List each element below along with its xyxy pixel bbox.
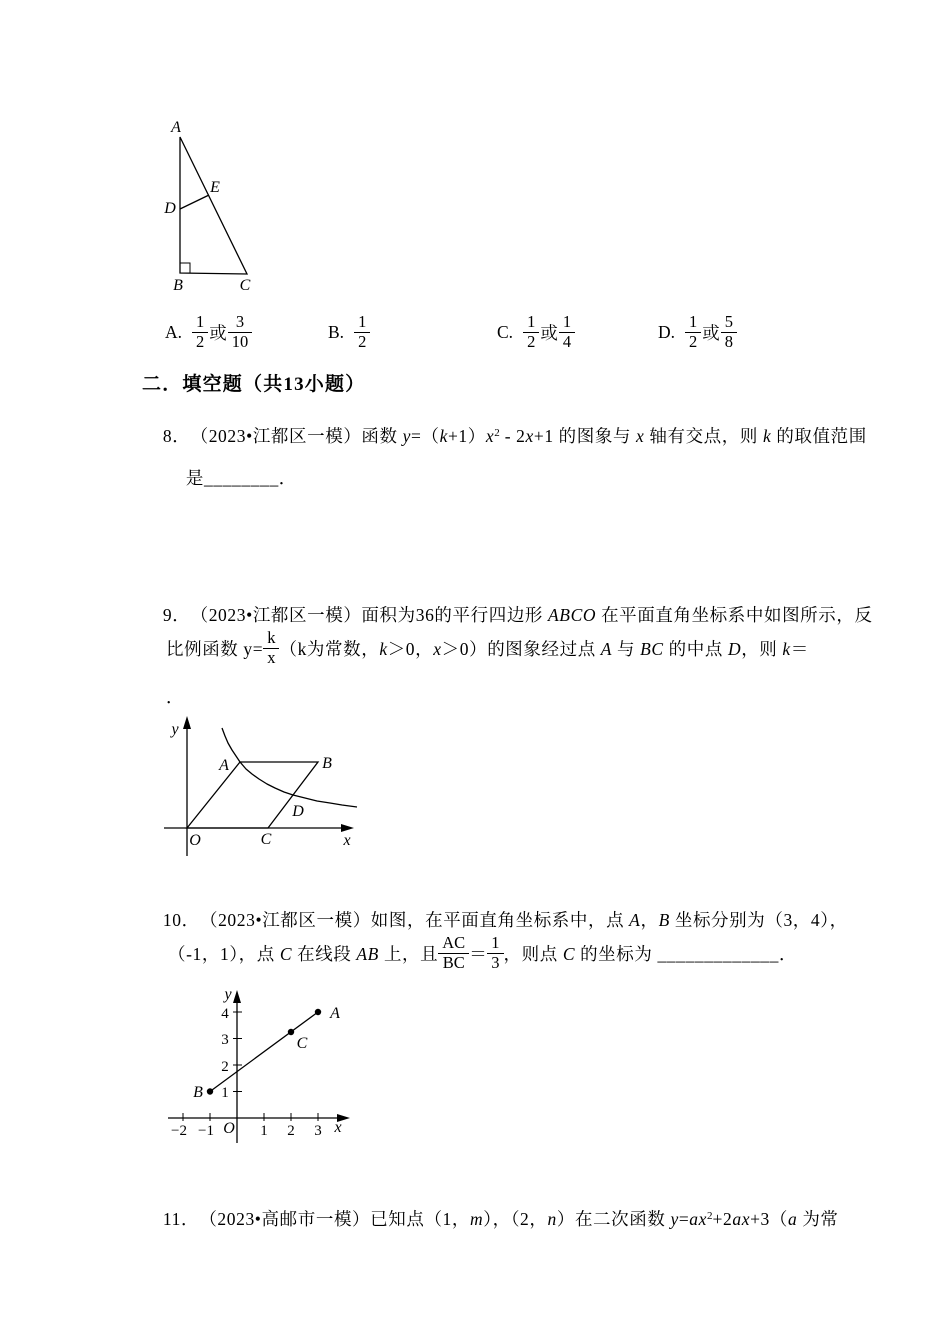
- y-tick-label: 3: [221, 1032, 229, 1048]
- fraction: $\frac{5}{8}$: [721, 313, 737, 352]
- question-9-line-2: 比例函数 y= $\frac{k}{x}$ （k为常数，k＞0，x＞0）的图象经过点 A 与 BC 的中点 D，则 k＝: [166, 627, 809, 667]
- y-tick-label: 2: [221, 1059, 229, 1075]
- x-axis-label: x: [334, 1119, 342, 1136]
- option-d: [658, 303, 737, 361]
- origin-label: O: [223, 1120, 235, 1137]
- y-axis-arrow-icon: [183, 716, 191, 729]
- x-tick-label: 1: [260, 1123, 268, 1139]
- equals-sign: ＝: [469, 943, 488, 964]
- fraction: $\frac{1}{2}$: [192, 313, 208, 352]
- fraction-ac-over-bc: $\frac{AC}{BC}$: [438, 934, 469, 973]
- x-tick-label: 3: [314, 1123, 322, 1139]
- question-9-line-1: 9． （2023•江都区一模）面积为36的平行四边形 ABCO 在平面直角坐标系中如图所示，反: [162, 605, 873, 625]
- point-label-a: A: [219, 757, 229, 774]
- hyperbola-curve: [222, 728, 357, 807]
- point-label-c: C: [296, 1035, 308, 1052]
- point-a-dot: [315, 1009, 321, 1015]
- question-10-line-2: （-1，1），点 C 在线段 AB 上，且 $\frac{AC}{BC}$ ＝ $\frac{1}{3}$ ，则点 C 的坐标为 _____________．: [168, 932, 798, 972]
- question-9-line-3: ．: [166, 687, 185, 707]
- x-axis-arrow-icon: [341, 824, 354, 832]
- point-label-e: E: [210, 179, 220, 196]
- question-10-line-1: 10． （2023•江都区一模）如图，在平面直角坐标系中，点 A，B 坐标分别为（3，4），: [162, 910, 848, 930]
- q9-coordinate-figure: [160, 710, 370, 860]
- option-d-label: D.: [658, 321, 676, 342]
- option-b-label: B.: [328, 321, 345, 342]
- option-b: [328, 303, 370, 361]
- option-a: [165, 303, 252, 361]
- point-label-a: A: [330, 1005, 340, 1022]
- q10-coordinate-figure: [166, 985, 356, 1150]
- option-c: [497, 303, 575, 361]
- fraction-one-third: $\frac{1}{3}$: [487, 934, 503, 973]
- y-tick-label: 1: [221, 1085, 229, 1101]
- option-c-label: C.: [497, 321, 514, 342]
- segment-de: [180, 195, 209, 209]
- or-text: 或: [702, 322, 720, 343]
- fraction: $\frac{1}{2}$: [523, 313, 539, 352]
- question-11-line-1: 11． （2023•高邮市一模）已知点（1，m），（2，n）在二次函数 $y=ax^2+2ax+3(a$ 为常: [162, 1209, 839, 1229]
- point-b-dot: [207, 1088, 213, 1094]
- y-tick-label: 4: [221, 1006, 229, 1022]
- fraction: $\frac{1}{2}$: [354, 313, 370, 352]
- y-axis-arrow-icon: [233, 990, 241, 1003]
- or-text: 或: [540, 322, 558, 343]
- fraction-k-over-x: $\frac{k}{x}$: [263, 629, 279, 668]
- y-axis-label: y: [224, 986, 232, 1003]
- triangle-figure: [148, 112, 278, 302]
- point-label-d: D: [164, 200, 176, 217]
- question-10-number: 10．: [162, 910, 200, 930]
- question-8-line-2: 是________．: [185, 468, 297, 488]
- point-label-c: C: [260, 831, 272, 848]
- point-c-dot: [288, 1029, 294, 1035]
- x-tick-label: 2: [287, 1123, 295, 1139]
- x-tick-label: −1: [198, 1123, 214, 1139]
- x-tick-label: −2: [171, 1123, 187, 1139]
- or-text: 或: [209, 322, 227, 343]
- fraction: $\frac{1}{2}$: [685, 313, 701, 352]
- point-label-c: C: [239, 277, 251, 294]
- fraction: $\frac{3}{10}$: [228, 313, 253, 352]
- right-angle-mark-icon: [180, 263, 190, 273]
- option-a-label: A.: [165, 321, 183, 342]
- fraction: $\frac{1}{4}$: [559, 313, 575, 352]
- x-axis-label: x: [343, 832, 351, 849]
- triangle-abc: [180, 137, 247, 274]
- point-label-b: B: [322, 755, 332, 772]
- question-11-number: 11．: [162, 1209, 200, 1229]
- point-label-d: D: [292, 803, 304, 820]
- question-8-line-1: 8． （2023•江都区一模）函数 $y=(k+1)x^2 - 2x+1$ 的图象与 x 轴有交点，则 k 的取值范围: [162, 426, 867, 446]
- origin-label: O: [189, 832, 201, 849]
- point-label-b: B: [173, 277, 183, 294]
- y-axis-label: y: [171, 721, 179, 738]
- question-9-number: 9．: [162, 605, 191, 625]
- section-header: 二．填空题（共13小题）: [142, 374, 366, 395]
- point-label-b: B: [193, 1084, 203, 1101]
- point-label-a: A: [171, 119, 181, 136]
- question-8-number: 8．: [162, 426, 191, 446]
